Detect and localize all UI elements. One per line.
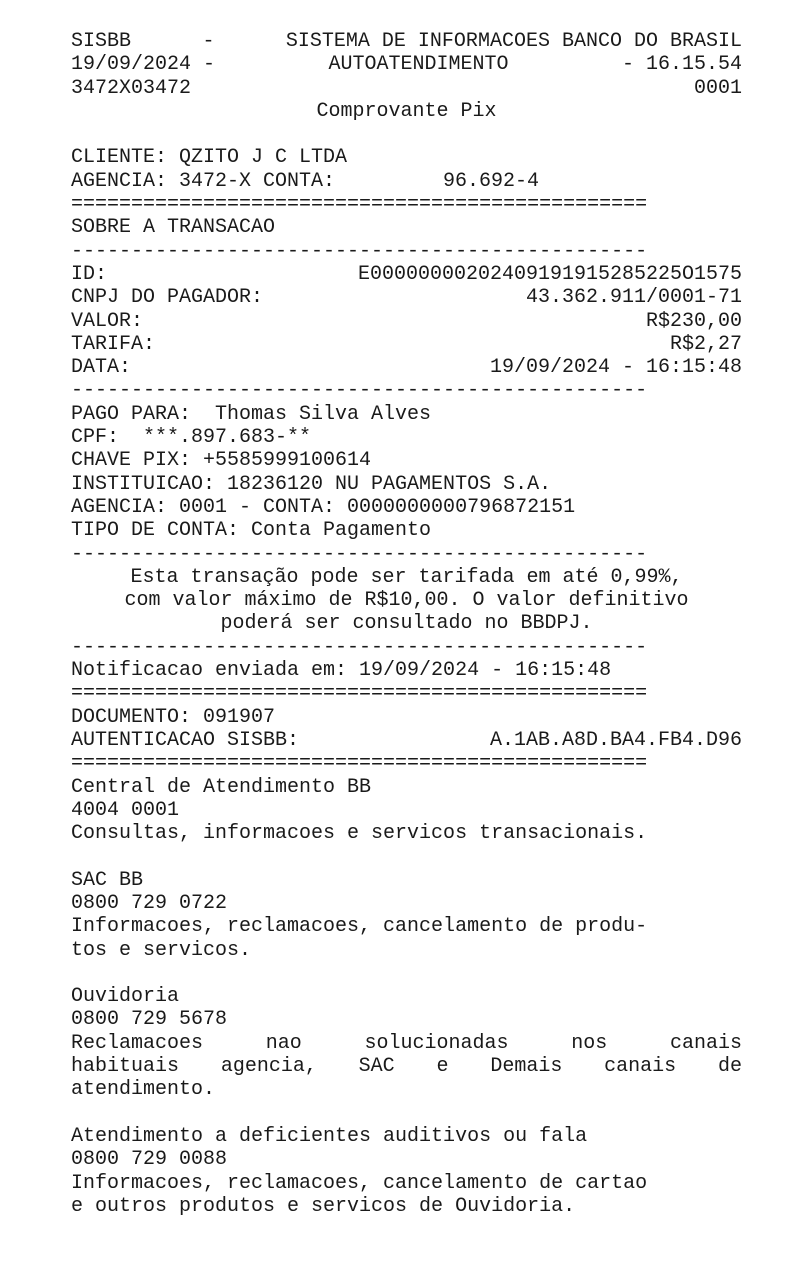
system-dash: - <box>202 30 215 53</box>
fee-notice <box>71 566 742 636</box>
row-label: CNPJ DO PAGADOR: <box>71 286 264 310</box>
row-value: R$2,27 <box>669 332 742 356</box>
single-separator: ------------------------------------------------ <box>71 635 648 659</box>
central-title: Central de Atendimento BB <box>71 775 372 799</box>
payee-pix-key: CHAVE PIX: +5585999100614 <box>71 449 372 473</box>
ouvidoria-title: Ouvidoria <box>71 985 180 1009</box>
transaction-section-title: SOBRE A TRANSACAO <box>71 216 276 240</box>
row-value: E00000000202409191915285225O1575 <box>357 262 742 286</box>
header-system-line <box>71 30 742 53</box>
payee-account: AGENCIA: 0001 - CONTA: 0000000000796872151 <box>71 495 576 519</box>
sequence-number: 0001 <box>693 76 742 100</box>
double-separator: ================================================ <box>71 682 648 706</box>
single-separator: ------------------------------------------------ <box>71 542 648 566</box>
sac-phone: 0800 729 0722 <box>71 891 228 915</box>
header-time: - 16.15.54 <box>621 53 742 77</box>
authentication-label: AUTENTICACAO SISBB: <box>71 728 300 752</box>
fee-notice-line: Esta transação pode ser tarifada em até 0,99%, <box>130 565 683 589</box>
header-terminal-line <box>71 77 742 100</box>
payee-account-type: TIPO DE CONTA: Conta Pagamento <box>71 519 432 543</box>
client-account-number: 96.692-4 <box>443 169 540 193</box>
transaction-row-tarifa <box>71 333 742 356</box>
pix-receipt <box>71 30 742 1218</box>
authentication-line <box>71 729 742 752</box>
row-value: R$230,00 <box>645 309 742 333</box>
system-code: SISBB <box>71 30 132 53</box>
transaction-row-cnpj <box>71 286 742 309</box>
client-agency-label: AGENCIA: 3472-X CONTA: <box>71 169 336 193</box>
document-number: DOCUMENTO: 091907 <box>71 705 276 729</box>
ouvidoria-description: habituais agencia, SAC e Demais canais de <box>71 1055 742 1079</box>
row-label: TARIFA: <box>71 332 156 356</box>
deficientes-description: e outros produtos e servicos de Ouvidoria. <box>71 1194 576 1218</box>
row-value: 19/09/2024 - 16:15:48 <box>489 356 742 380</box>
row-value: 43.362.911/0001-71 <box>525 286 742 310</box>
deficientes-title: Atendimento a deficientes auditivos ou fala <box>71 1124 588 1148</box>
sac-description: tos e servicos. <box>71 938 252 962</box>
ouvidoria-description: atendimento. <box>71 1078 216 1102</box>
terminal-id: 3472X03472 <box>71 76 192 100</box>
single-separator: ------------------------------------------------ <box>71 239 648 263</box>
header-date: 19/09/2024 - <box>71 53 216 77</box>
central-phone: 4004 0001 <box>71 798 180 822</box>
ouvidoria-phone: 0800 729 5678 <box>71 1008 228 1032</box>
transaction-row-data <box>71 356 742 379</box>
row-label: VALOR: <box>71 309 144 333</box>
transaction-row-id <box>71 263 742 286</box>
system-name: SISTEMA DE INFORMACOES BANCO DO BRASIL <box>285 30 742 53</box>
transaction-row-valor <box>71 310 742 333</box>
central-description: Consultas, informacoes e servicos transacionais. <box>71 822 648 846</box>
notification-sent: Notificacao enviada em: 19/09/2024 - 16:15:48 <box>71 659 612 683</box>
authentication-code: A.1AB.A8D.BA4.FB4.D96 <box>489 728 742 752</box>
header-channel: AUTOATENDIMENTO <box>328 53 509 77</box>
client-name: CLIENTE: QZITO J C LTDA <box>71 146 348 170</box>
payee-cpf: CPF: ***.897.683-** <box>71 426 312 450</box>
client-account-line <box>71 170 742 193</box>
receipt-title: Comprovante Pix <box>316 99 497 123</box>
double-separator: ================================================ <box>71 193 648 217</box>
deficientes-description: Informacoes, reclamacoes, cancelamento de cartao <box>71 1171 648 1195</box>
header-date-line <box>71 53 742 76</box>
sac-title: SAC BB <box>71 868 144 892</box>
payee-institution: INSTITUICAO: 18236120 NU PAGAMENTOS S.A. <box>71 472 552 496</box>
row-label: DATA: <box>71 356 132 380</box>
row-label: ID: <box>71 262 108 286</box>
fee-notice-line: com valor máximo de R$10,00. O valor definitivo <box>124 589 689 613</box>
deficientes-phone: 0800 729 0088 <box>71 1148 228 1172</box>
single-separator: ------------------------------------------------ <box>71 379 648 403</box>
payee-name: PAGO PARA: Thomas Silva Alves <box>71 402 432 426</box>
fee-notice-line: poderá ser consultado no BBDPJ. <box>220 612 593 636</box>
sac-description: Informacoes, reclamacoes, cancelamento de produ- <box>71 915 648 939</box>
ouvidoria-description: Reclamacoes nao solucionadas nos canais <box>71 1031 742 1055</box>
double-separator: ================================================ <box>71 752 648 776</box>
